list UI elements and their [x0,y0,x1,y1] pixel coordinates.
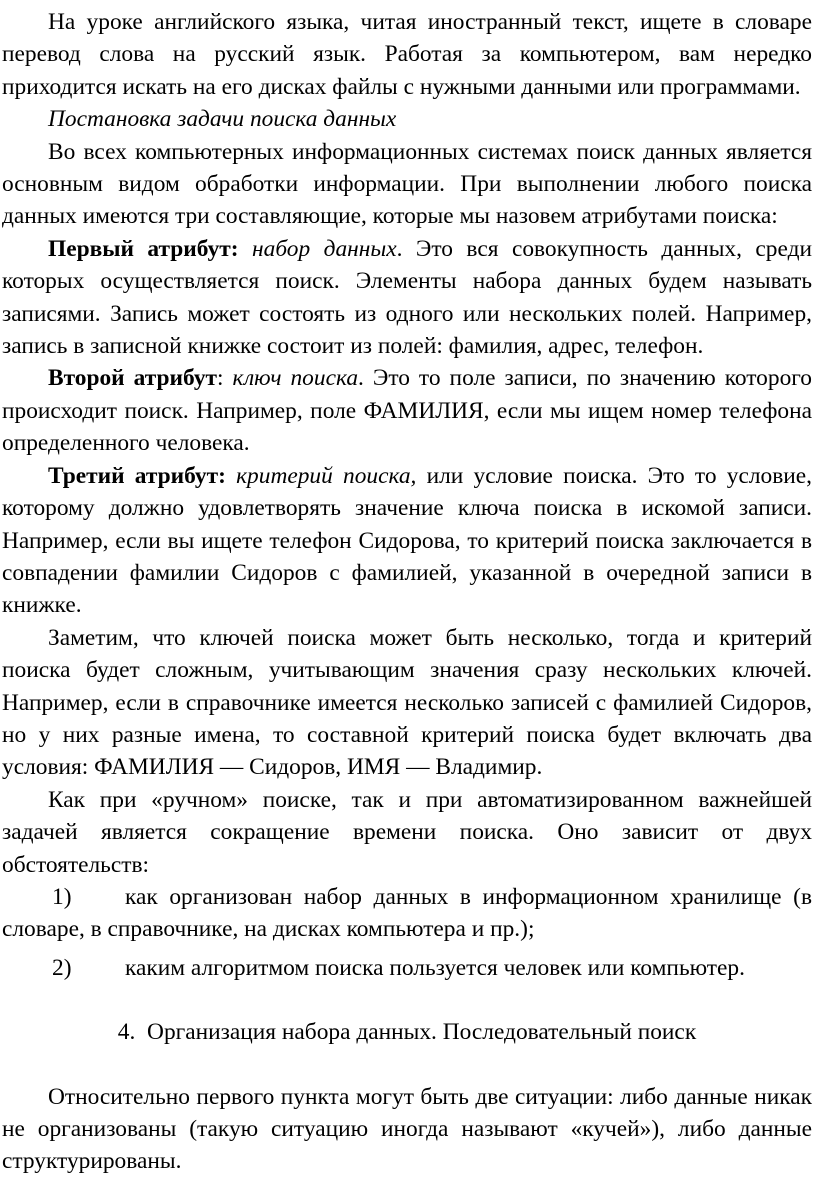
third-attribute-label: Третий атрибут: [48,462,226,489]
spacer [2,984,812,1016]
first-attribute-label: Первый атрибут: [48,235,239,262]
multiple-keys-paragraph: Заметим, что ключей поиска может быть несколько, тогда и критерий поиска будет сложным, учитывающим значения сразу нескольких ключей. Например, если в справочнике имеется несколько записей с фамилией Сидоров, но у них разные имена, то составной критерий поиска будет включать два условия: ФАМИЛИЯ — Сидоров, ИМЯ — Владимир. [2,624,812,781]
third-attribute-term: критерий поиска, [236,462,417,489]
section-number: 4. [117,1019,136,1046]
spacer [2,1049,812,1081]
third-attribute-text: или условие поиска. Это то условие, которому должно удовлетворять значение ключа поиска в искомой записи. Например, если вы ищете телефон Сидорова, то критерий поиска заключается в совпадении фамилии Сидоров с фамилией, указанной в очередной записи в книжке. [2,462,812,619]
list-item-number: 2) [52,954,72,981]
list-item-number: 1) [52,883,72,910]
list-item-text: как организован набор данных в информационном хранилище (в словаре, в справочнике, на дисках компьютера и пр.); [2,883,812,943]
second-attribute-paragraph [2,362,812,459]
second-attribute-colon: : [217,365,233,392]
list-item [2,952,812,984]
third-attribute-paragraph [2,460,812,622]
search-time-paragraph: Как при «ручном» поиске, так и при автоматизированном важнейшей задачей является сокращение времени поиска. Оно зависит от двух обстоятельств: [2,786,812,878]
first-attribute-term: набор данных [252,235,397,262]
second-attribute-term: ключ поиска [232,365,359,392]
intro-paragraph: На уроке английского языка, читая иностранный текст, ищете в словаре перевод слова на русский язык. Работая за компьютером, вам нередко приходится искать на его дисках файлы с нужными данными или программами. [2,9,812,100]
list-item-text: каким алгоритмом поиска пользуется человек или компьютер. [125,954,745,981]
search-attributes-paragraph: Во всех компьютерных информационных системах поиск данных является основным видом обработки информации. При выполнении любого поиска данных имеются три составляющие, которые мы назовем атрибутами поиска: [2,138,812,230]
section-heading [2,1016,812,1048]
section-title-text: Организация набора данных. Последовательный поиск [147,1019,697,1046]
first-attribute-text: . Это вся совокупность данных, среди которых осуществляется поиск. Элементы набора данных будем называть записями. Запись может состоять из одного или нескольких полей. Например, запись в записной книжке состоит из полей: фамилия, адрес, телефон. [2,235,812,360]
second-attribute-label: Второй атрибут [48,365,218,392]
subheading-search-task: Постановка задачи поиска данных [48,106,397,133]
second-attribute-text: . Это то поле записи, по значению которого происходит поиск. Например, поле ФАМИЛИЯ, если мы ищем номер телефона определенного человека. [2,365,812,457]
list-item [2,881,812,946]
first-attribute-paragraph [2,233,812,363]
data-organization-paragraph: Относительно первого пункта могут быть две ситуации: либо данные никак не организованы (такую ситуацию иногда называют «кучей»), либо данные структурированы. [2,1083,812,1175]
